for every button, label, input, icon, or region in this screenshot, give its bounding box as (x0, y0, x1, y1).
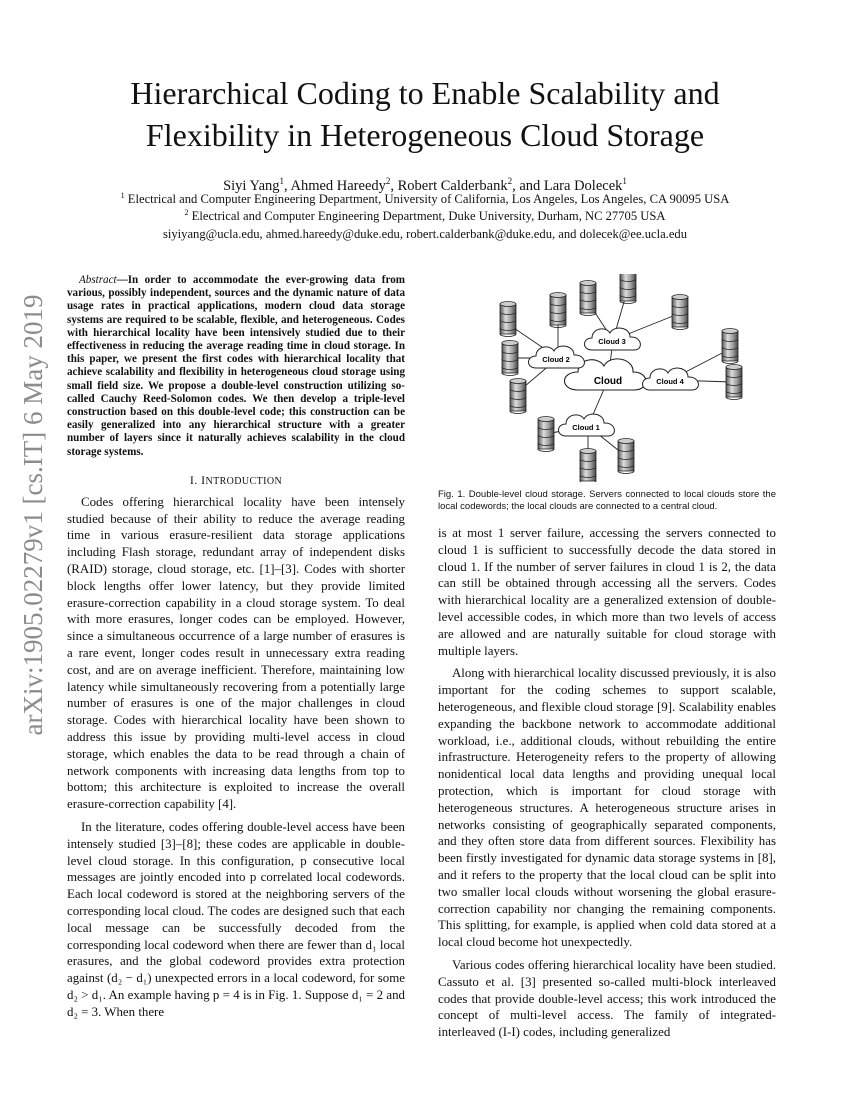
cloud-label: Cloud 2 (542, 355, 570, 364)
cloud-2 (529, 346, 585, 368)
cloud-label: Cloud 4 (656, 377, 684, 386)
cloud-label: Cloud 1 (572, 423, 600, 432)
figure-cloud-storage (438, 274, 776, 482)
paragraph: Along with hierarchical locality discussed previously, it is also important for the coding schemes to support scalable, heterogeneous, and flexible cloud storage [9]. Scalability enables expanding the backbone network to accommodate additional workload, i.e., additional clouds, without rebuilding the entire infrastructure. Heterogeneity refers to the property of allowing nonidentical local data lengths and providing unequal local protection, which is important for cloud storage with heterogeneous structures. A heterogeneous structure arises in networks consisting of geographically separated components, and they often store data from different sources. Flexibility has been firstly investigated for dynamic data storage systems in [8], and it refers to the property that the local cloud can be split into two smaller local clouds without worsening the global erasure-correction capability nor changing the remaining components. This splitting, for example, is applied when cold data stored at a local cloud become hot unexpectedly. (438, 666, 776, 950)
arxiv-id: arXiv:1905.02279v1 [cs.IT] 6 May 2019 (18, 294, 48, 736)
right-body (438, 525, 776, 1041)
paragraph: Various codes offering hierarchical locality have been studied. Cassuto et al. [3] presented so-called multi-block interleaved codes that provide double-level access; this work introduced the concept of multi-level access. The family of integrated-interleaved (I-I) codes, including generalized (438, 957, 776, 1040)
abstract-label: Abstract (79, 274, 117, 286)
arxiv-watermark (12, 275, 52, 755)
cloud-label: Cloud 3 (598, 337, 626, 346)
cloud-3 (585, 328, 641, 350)
author-name: Lara Dolecek (543, 177, 623, 194)
paper-title: Hierarchical Coding to Enable Scalability and Flexibility in Heterogeneous Cloud Storage (130, 75, 720, 153)
affiliation-mark: 2 (184, 208, 189, 217)
affiliation-1 (40, 191, 810, 207)
cloud-1 (559, 414, 615, 436)
left-body (67, 494, 405, 1021)
abstract (67, 274, 405, 459)
author-affiliation-mark: 2 (385, 176, 391, 186)
author-emails: siyiyang@ucla.edu, ahmed.hareedy@duke.edu, robert.calderbank@duke.edu, and dolecek@ee.ucla.edu (162, 227, 688, 241)
cloud-storage-diagram (438, 274, 776, 482)
author-affiliation-mark: 1 (279, 176, 285, 186)
affiliation-2 (40, 208, 810, 224)
figure-caption: Fig. 1. Double-level cloud storage. Servers connected to local clouds store the local codewords; the local clouds are connected to a central cloud. (438, 489, 776, 512)
section-title-rest: NTRODUCTION (205, 475, 283, 487)
cloud-4 (643, 368, 699, 390)
section-title-initial: I (201, 472, 206, 487)
author-list: Siyi Yang$^1$, Ahmed Hareedy$^2$, Robert Calderbank$^2$, and Lara Dolecek$^1$ (223, 176, 627, 194)
central-cloud-label: Cloud (593, 376, 623, 387)
author-name: Ahmed Hareedy (290, 177, 386, 194)
section-number: I. (189, 472, 198, 487)
author-name: Robert Calderbank (397, 177, 508, 194)
author-affiliation-mark: 2 (507, 176, 513, 186)
abstract-text: —In order to accommodate the ever-growing data from various, possibly independent, sources and the dynamic nature of data usage rates in practical applications, modern cloud data storage systems are required to be scalable, flexible, and heterogeneous. Codes with hierarchical locality have been intensively studied due to their effectiveness in reducing the average reading time in cloud storage. In this paper, we present the first codes with hierarchical locality that achieve scalability and flexibility in heterogeneous cloud storage using small field size. We propose a double-level construction utilizing so-called Cauchy Reed-Solomon codes. We then develop a triple-level construction based on this double-level code; this construction can be easily generalized into any hierarchical structure with a greater number of layers since it naturally achieves scalability in the cloud storage systems. (67, 274, 405, 458)
paragraph: In the literature, codes offering double-level access have been intensely studied [3]–[8]; these codes are applicable in double-level cloud storage. In this configuration, p consecutive local messages are jointly encoded into p correlated local codewords. Each local codeword is stored at the neighboring servers of the corresponding local cloud. The codes are designed such that each local message can be successfully decoded from the corresponding local codeword when there are fewer than d₁ local erasures, and the global codeword provides extra protection against (d₂ − d₁) unexpected errors in a local codeword, for some d₂ > d₁. An example having p = 4 is in Fig. 1. Suppose d₁ = 2 and d₂ = 3. When there (67, 819, 405, 1019)
affiliation-mark: 1 (120, 191, 125, 200)
right-column (438, 274, 776, 1047)
author-affiliation-mark: 1 (622, 176, 627, 186)
section-heading (67, 473, 405, 488)
paragraph: Codes offering hierarchical locality have been intensely studied because of their ability to reduce the average reading time in various erasure-resilient data storage applications including Flash storage, redundant array of independent disks (RAID) storage, cloud storage, etc. [1]–[3]. Codes with shorter block lengths offer lower latency, but they provide limited erasure-correction capability in a cloud storage system. To deal with more erasures, longer codes can be employed. However, since a simultaneous occurrence of a large number of erasures is a rare event, longer codes result in unnecessary extra reading cost, and are on average inefficient. Therefore, maintaining low latency while simultaneously recovering from a potentially large number of erasures is one of the major challenges in cloud storage. Codes with hierarchical locality have been shown to address this issue by providing multi-level access in cloud storage, which enables the data to be read through a chain of network components with increasing data lengths from top to bottom; this architecture is exploited to increase the overall erasure-correction capability [4]. (67, 494, 405, 812)
affiliation-text: Electrical and Computer Engineering Department, University of California, Los Angeles, Los Angeles, CA 90095 USA (127, 192, 730, 207)
left-column (67, 274, 405, 1027)
paragraph: is at most 1 server failure, accessing the servers connected to cloud 1 is sufficient to successfully decode the data stored in cloud 1. If the number of server failures in cloud 1 is 2, the data can still be obtained through accessing all the servers. Codes with hierarchical locality are a generalized extension of double-level accessible codes, in which more than two levels of access are allowed and are naturally suitable for cloud storage with multiple layers. (438, 526, 776, 658)
author-name: Siyi Yang (223, 177, 280, 194)
affiliation-text: Electrical and Computer Engineering Department, Duke University, Durham, NC 27705 USA (191, 209, 666, 224)
